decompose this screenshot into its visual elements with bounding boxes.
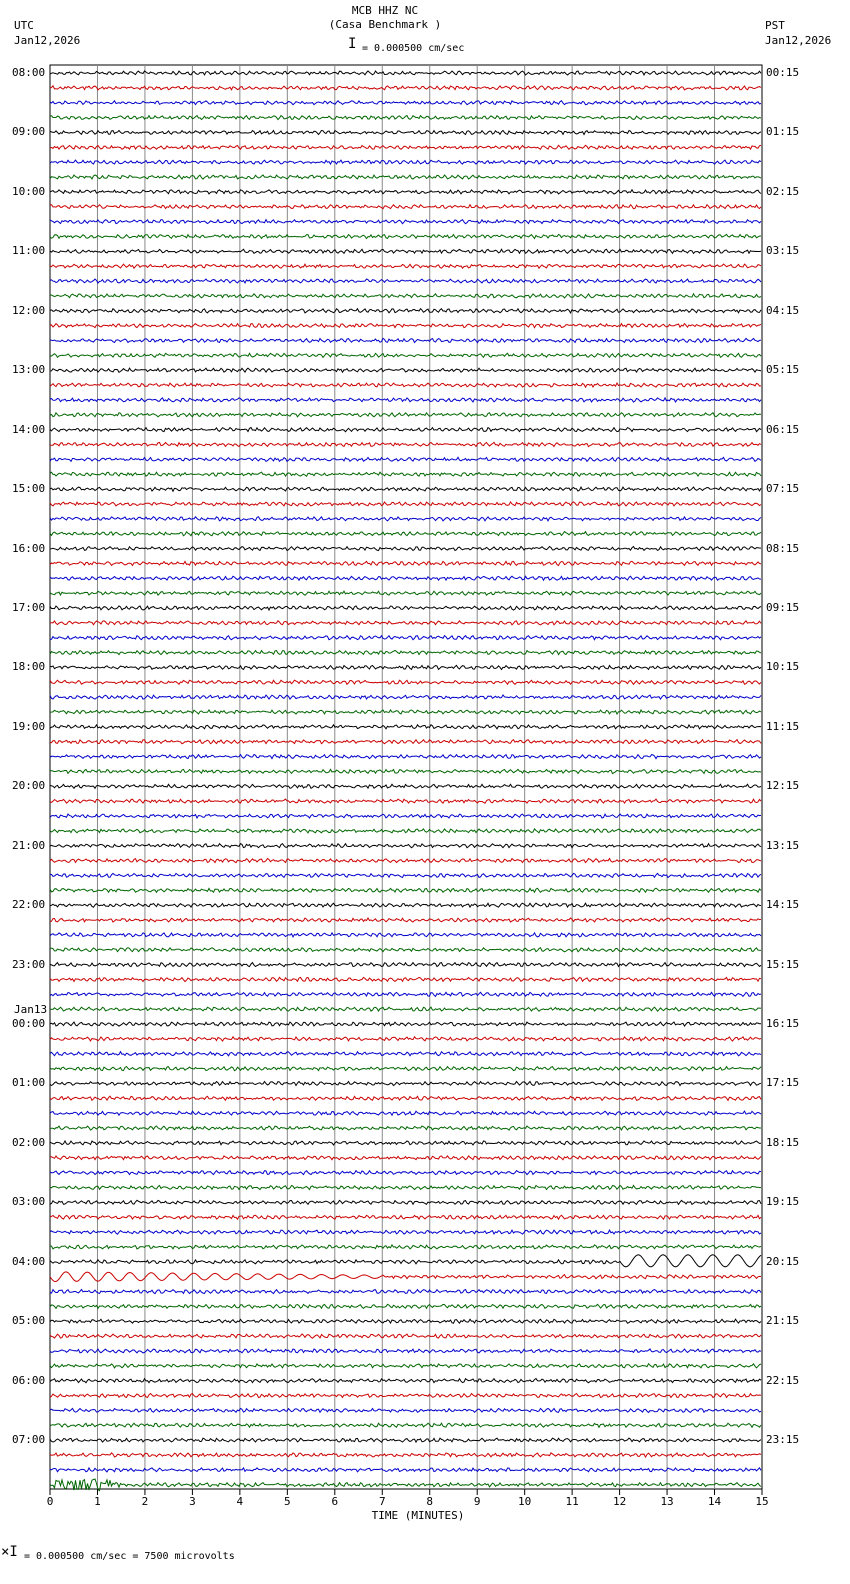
utc-hour-label: 00:00 xyxy=(12,1017,46,1031)
utc-hour-label: 07:00 xyxy=(12,1433,46,1447)
trace-line xyxy=(50,116,761,120)
trace-line xyxy=(50,1200,761,1204)
trace-line xyxy=(50,190,761,194)
pst-hour-label: 13:15 xyxy=(766,838,800,852)
trace-line xyxy=(50,1438,761,1442)
utc-hour-label: 03:00 xyxy=(12,1195,46,1209)
trace-line xyxy=(50,1141,761,1145)
trace-line xyxy=(50,1111,761,1115)
trace-line xyxy=(50,398,761,402)
x-tick-label: 14 xyxy=(707,1495,722,1508)
trace-line xyxy=(50,353,761,357)
utc-hour-label: 09:00 xyxy=(12,125,46,139)
trace-line xyxy=(50,130,761,134)
trace-line xyxy=(50,472,761,476)
utc-hour-label: 05:00 xyxy=(12,1314,46,1328)
utc-hour-label: 12:00 xyxy=(12,303,46,317)
trace-line xyxy=(50,1379,761,1383)
trace-line xyxy=(50,903,761,907)
trace-line xyxy=(50,695,761,699)
trace-line xyxy=(50,1082,761,1086)
x-tick-label: 5 xyxy=(284,1495,291,1508)
trace-line xyxy=(50,1007,761,1011)
utc-hour-label: 10:00 xyxy=(12,184,46,198)
trace-line xyxy=(50,338,761,342)
pst-hour-label: 02:15 xyxy=(766,184,800,198)
trace-line xyxy=(50,814,761,818)
x-axis xyxy=(47,1489,769,1508)
trace-line xyxy=(50,1126,761,1130)
trace-line xyxy=(50,532,761,536)
trace-line xyxy=(50,71,761,75)
site-name: (Casa Benchmark ) xyxy=(328,18,442,31)
trace-line xyxy=(50,234,761,238)
pst-hour-label: 00:15 xyxy=(766,66,800,79)
x-tick-label: 8 xyxy=(426,1495,434,1508)
trace-line xyxy=(50,829,761,833)
pst-hour-label: 21:15 xyxy=(766,1314,800,1328)
trace-line xyxy=(50,963,761,967)
scale-label: = 0.000500 cm/sec xyxy=(362,43,465,54)
trace-line xyxy=(50,651,761,655)
trace-line xyxy=(50,665,761,669)
x-tick-label: 7 xyxy=(378,1495,386,1508)
trace-line xyxy=(50,784,761,788)
trace-line xyxy=(50,294,761,298)
plot-frame xyxy=(50,65,762,1489)
trace-line xyxy=(50,309,761,313)
trace-line xyxy=(50,1171,761,1175)
x-tick-label: 15 xyxy=(755,1495,769,1508)
x-tick-label: 1 xyxy=(94,1495,101,1508)
trace-line xyxy=(50,888,761,892)
pst-hour-label: 17:15 xyxy=(766,1076,800,1090)
trace-line xyxy=(50,1156,761,1160)
trace-line xyxy=(50,1319,761,1323)
date-change-label: Jan13 xyxy=(14,1003,48,1017)
utc-zone-label: UTC xyxy=(14,19,34,32)
trace-line xyxy=(50,264,761,268)
trace-line xyxy=(50,769,761,773)
x-tick-label: 13 xyxy=(660,1495,674,1508)
trace-line xyxy=(50,755,761,759)
trace-line xyxy=(50,457,761,461)
pst-hour-label: 14:15 xyxy=(766,898,800,912)
trace-line xyxy=(50,1052,761,1056)
trace-line xyxy=(50,1037,761,1041)
trace-line xyxy=(50,487,761,491)
x-tick-label: 9 xyxy=(473,1495,481,1508)
trace-line xyxy=(50,621,761,625)
pst-hour-label: 20:15 xyxy=(766,1254,800,1268)
pst-hour-label: 18:15 xyxy=(766,1135,800,1149)
pst-hour-label: 09:15 xyxy=(766,600,800,614)
trace-line xyxy=(50,1245,761,1249)
grid-lines xyxy=(50,65,762,1489)
trace-line xyxy=(50,873,761,877)
utc-hour-label: 23:00 xyxy=(12,957,46,971)
pst-date-label: Jan12,2026 xyxy=(765,34,832,47)
utc-hour-label: 21:00 xyxy=(12,838,46,852)
trace-line xyxy=(50,992,761,996)
utc-hour-label: 22:00 xyxy=(12,898,46,912)
pst-hour-label: 12:15 xyxy=(766,779,800,793)
trace-line xyxy=(50,279,761,283)
trace-line xyxy=(50,101,761,105)
footer-scale-icon: ×I xyxy=(1,1544,18,1560)
trace-line xyxy=(50,977,761,981)
trace-line xyxy=(50,1096,761,1100)
footer-scale-label: = 0.000500 cm/sec = 7500 microvolts xyxy=(24,1551,235,1562)
trace-line xyxy=(50,1255,761,1267)
trace-line xyxy=(50,576,761,580)
utc-hour-label: 04:00 xyxy=(12,1254,46,1268)
trace-line xyxy=(50,561,761,565)
trace-line xyxy=(50,145,761,149)
trace-line xyxy=(50,442,761,446)
pst-hour-label: 04:15 xyxy=(766,303,800,317)
pst-hour-label: 06:15 xyxy=(766,422,800,436)
utc-hour-label: 20:00 xyxy=(12,779,46,793)
x-tick-label: 0 xyxy=(46,1495,54,1508)
trace-line xyxy=(50,1215,761,1219)
trace-line xyxy=(50,680,761,684)
trace-line xyxy=(50,175,761,179)
pst-hour-label: 19:15 xyxy=(766,1195,800,1209)
x-tick-label: 12 xyxy=(612,1495,627,1508)
trace-line xyxy=(50,1304,761,1308)
pst-hour-label: 23:15 xyxy=(766,1433,800,1447)
pst-hour-label: 01:15 xyxy=(766,125,800,139)
trace-line xyxy=(50,1067,761,1071)
trace-line xyxy=(50,502,761,506)
pst-hour-label: 16:15 xyxy=(766,1017,800,1031)
trace-line xyxy=(50,1408,761,1412)
trace-line xyxy=(50,1468,761,1472)
trace-line xyxy=(50,933,761,937)
utc-hour-label: 06:00 xyxy=(12,1373,46,1387)
trace-line xyxy=(50,844,761,848)
utc-hour-label: 02:00 xyxy=(12,1135,46,1149)
pst-zone-label: PST xyxy=(765,19,785,32)
trace-line xyxy=(50,859,761,863)
x-tick-label: 6 xyxy=(331,1495,339,1508)
utc-hour-label: 01:00 xyxy=(12,1076,46,1090)
trace-line xyxy=(50,220,761,224)
pst-hour-label: 08:15 xyxy=(766,541,800,555)
utc-hour-label: 11:00 xyxy=(12,244,46,258)
trace-line xyxy=(50,591,761,595)
pst-hour-label: 10:15 xyxy=(766,660,800,674)
utc-hour-label: 16:00 xyxy=(12,541,46,555)
x-tick-label: 11 xyxy=(565,1495,579,1508)
x-tick-label: 4 xyxy=(236,1495,244,1508)
trace-line xyxy=(50,710,761,714)
trace-line xyxy=(50,1364,761,1368)
trace-line xyxy=(50,1349,761,1353)
trace-line xyxy=(50,606,761,610)
pst-hour-label: 22:15 xyxy=(766,1373,800,1387)
trace-line xyxy=(50,1453,761,1457)
trace-line xyxy=(50,517,761,521)
trace-line xyxy=(50,1394,761,1398)
utc-date-label: Jan12,2026 xyxy=(14,34,81,47)
trace-line xyxy=(50,1230,761,1234)
utc-hour-label: 17:00 xyxy=(12,600,46,614)
utc-hour-label: 15:00 xyxy=(12,482,46,496)
x-tick-label: 2 xyxy=(141,1495,149,1508)
trace-line xyxy=(50,249,761,253)
trace-line xyxy=(50,205,761,209)
trace-line xyxy=(50,1423,761,1427)
x-tick-label: 3 xyxy=(189,1495,196,1508)
pst-hour-label: 05:15 xyxy=(766,363,800,377)
trace-line xyxy=(50,368,761,372)
trace-line xyxy=(50,1022,761,1026)
trace-line xyxy=(50,86,761,90)
trace-line xyxy=(50,428,761,432)
utc-hour-label: 18:00 xyxy=(12,660,46,674)
scale-bar-icon: I xyxy=(348,36,357,52)
trace-line xyxy=(50,1186,761,1190)
trace-line xyxy=(50,383,761,387)
trace-line xyxy=(50,918,761,922)
trace-line xyxy=(50,725,761,729)
trace-line xyxy=(50,547,761,551)
trace-line xyxy=(50,413,761,417)
trace-line xyxy=(50,1334,761,1338)
trace-line xyxy=(50,948,761,952)
trace-line xyxy=(50,1272,761,1282)
trace-line xyxy=(50,740,761,744)
trace-line xyxy=(50,160,761,164)
utc-hour-label: 08:00 xyxy=(12,66,46,79)
pst-hour-label: 11:15 xyxy=(766,719,800,733)
trace-line xyxy=(50,799,761,803)
trace-line xyxy=(50,324,761,328)
pst-hour-label: 03:15 xyxy=(766,244,800,258)
trace-line xyxy=(50,636,761,640)
x-axis-label: TIME (MINUTES) xyxy=(371,1509,465,1522)
utc-hour-label: 13:00 xyxy=(12,363,46,377)
utc-hour-label: 19:00 xyxy=(12,719,46,733)
pst-hour-label: 15:15 xyxy=(766,957,800,971)
utc-hour-label: 14:00 xyxy=(12,422,46,436)
x-tick-label: 10 xyxy=(518,1495,532,1508)
trace-line xyxy=(50,1290,761,1294)
station-title: MCB HHZ NC xyxy=(351,4,419,17)
pst-hour-label: 07:15 xyxy=(766,482,800,496)
trace-group xyxy=(50,71,761,1491)
